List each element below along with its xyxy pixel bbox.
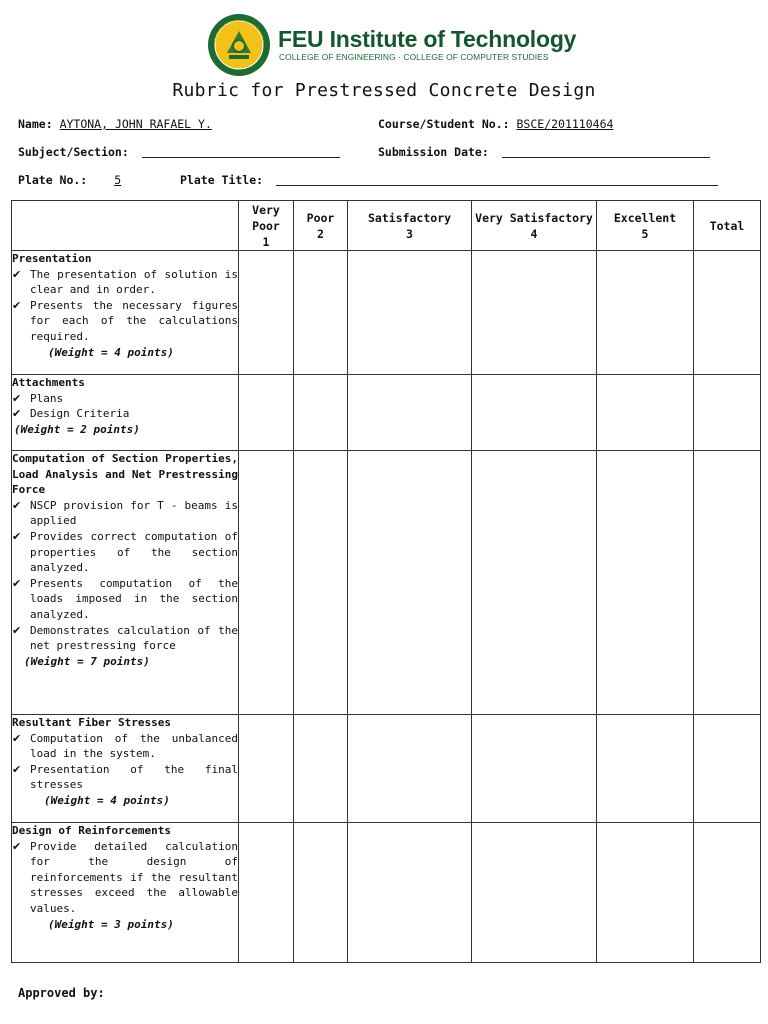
criterion-weight: (Weight = 4 points) <box>44 793 170 807</box>
criterion-row-presentation <box>12 251 761 375</box>
course-field <box>378 117 639 131</box>
score-cell <box>597 251 694 375</box>
subject-label: Subject/Section: <box>18 145 129 159</box>
criterion-row-attachments <box>12 375 761 451</box>
plate-no-label: Plate No.: <box>18 173 88 187</box>
checkmark-icon: ✔ <box>12 731 22 745</box>
header-poor: Poor 2 <box>294 201 348 251</box>
criteria-header-cell <box>12 201 239 251</box>
criterion-weight: (Weight = 4 points) <box>48 345 174 359</box>
score-cell <box>348 451 472 715</box>
criterion-row-computation <box>12 451 761 715</box>
rubric-table <box>11 200 761 963</box>
criterion-item: ✔ Demonstrates calculation of the net prestressing force <box>12 623 238 653</box>
criterion-cell: Resultant Fiber Stresses ✔ Computation of the unbalanced load in the system. ✔ Presentation of the final stresses (Weight = 4 points) <box>12 715 239 823</box>
checkmark-icon: ✔ <box>12 839 22 853</box>
checkmark-icon: ✔ <box>12 623 22 637</box>
course-value: BSCE/201110464 <box>516 117 614 131</box>
header-very-poor: Very Poor 1 <box>239 201 294 251</box>
score-cell <box>239 715 294 823</box>
checkmark-icon: ✔ <box>12 498 22 512</box>
criterion-cell: Design of Reinforcements ✔ Provide detailed calculation for the design of reinforcements if the resultant stresses exceed the allowable values. (Weight = 3 points) <box>12 823 239 963</box>
score-cell <box>472 451 597 715</box>
header-very-satisfactory: Very Satisfactory 4 <box>472 201 597 251</box>
criterion-item: ✔ Presents the necessary figures for each of the calculations required. <box>12 298 238 343</box>
document-title: Rubric for Prestressed Concrete Design <box>172 80 596 101</box>
criterion-cell: Attachments ✔ Plans ✔ Design Criteria (Weight = 2 points) <box>12 375 239 451</box>
name-label: Name: <box>18 117 53 131</box>
checkmark-icon: ✔ <box>12 529 22 543</box>
criterion-item: ✔ Design Criteria <box>12 407 130 421</box>
checkmark-icon: ✔ <box>12 391 22 405</box>
checkmark-icon: ✔ <box>12 762 22 776</box>
total-cell <box>694 251 761 375</box>
criterion-item: ✔ Provide detailed calculation for the design of reinforcements if the resultant stresses exceed the allowable values. <box>12 839 238 915</box>
plate-no-value: 5 <box>114 173 122 187</box>
checkmark-icon: ✔ <box>12 298 22 312</box>
header-excellent: Excellent 5 <box>597 201 694 251</box>
score-cell <box>597 451 694 715</box>
criterion-cell: Computation of Section Properties, Load Analysis and Net Prestressing Force ✔ NSCP provision for T - beams is applied ✔ Provides correct computation of properties of the section analyzed. ✔ Presents computation of the loads imposed in the section analyzed. ✔ Demonstrates calculation of the net prestressing force (Weight = 7 points) <box>12 451 239 715</box>
plate-no-field <box>18 173 137 187</box>
total-cell <box>694 715 761 823</box>
score-cell <box>597 715 694 823</box>
score-cell <box>597 823 694 963</box>
criterion-weight: (Weight = 7 points) <box>24 654 150 668</box>
criterion-item: ✔ Provides correct computation of properties of the section analyzed. <box>12 529 238 575</box>
institution-name: FEU Institute of Technology <box>278 26 577 52</box>
checkmark-icon: ✔ <box>12 407 22 421</box>
criterion-weight: (Weight = 3 points) <box>48 917 174 931</box>
name-value: AYTONA, JOHN RAFAEL Y. <box>59 117 212 131</box>
score-cell <box>294 251 348 375</box>
header-satisfactory: Satisfactory 3 <box>348 201 472 251</box>
score-cell <box>294 715 348 823</box>
approved-by-label: Approved by: <box>18 986 105 1000</box>
score-cell <box>472 715 597 823</box>
plate-title-label: Plate Title: <box>180 173 264 187</box>
criterion-row-reinforcements <box>12 823 761 963</box>
score-cell <box>294 451 348 715</box>
score-cell <box>597 375 694 451</box>
colleges-line: COLLEGE OF ENGINEERING · COLLEGE OF COMPUTER STUDIES <box>279 52 549 62</box>
letterhead <box>0 12 768 78</box>
header-total: Total <box>694 201 761 251</box>
feu-tech-seal-logo <box>207 13 271 77</box>
total-cell <box>694 375 761 451</box>
criterion-item: ✔ Presentation of the final stresses <box>12 762 238 792</box>
score-cell <box>348 375 472 451</box>
subject-blank <box>142 145 340 158</box>
criterion-item: ✔ Computation of the unbalanced load in the system. <box>12 731 238 761</box>
score-cell <box>472 251 597 375</box>
score-cell <box>239 375 294 451</box>
score-cell <box>239 451 294 715</box>
svg-text:FAR EASTERN UNIVERSITY: FAR EASTERN UNIVERSITY <box>213 18 265 42</box>
criterion-item: ✔ The presentation of solution is clear and in order. <box>12 267 238 297</box>
score-cell <box>472 823 597 963</box>
criterion-item: ✔ Plans <box>12 391 64 405</box>
course-label: Course/Student No.: <box>378 117 510 131</box>
criterion-item: ✔ NSCP provision for T - beams is applied <box>12 498 238 528</box>
total-cell <box>694 823 761 963</box>
subject-field <box>18 145 340 159</box>
plate-title-blank <box>276 173 718 186</box>
submission-field <box>378 145 710 159</box>
plate-title-field <box>180 173 718 187</box>
total-cell <box>694 451 761 715</box>
checkmark-icon: ✔ <box>12 576 22 590</box>
name-field <box>18 117 212 131</box>
submission-blank <box>502 145 710 158</box>
header-row <box>12 201 761 251</box>
score-cell <box>239 823 294 963</box>
criterion-weight: (Weight = 2 points) <box>14 422 140 436</box>
submission-label: Submission Date: <box>378 145 489 159</box>
score-cell <box>472 375 597 451</box>
criterion-row-fiber-stresses <box>12 715 761 823</box>
score-cell <box>348 823 472 963</box>
checkmark-icon: ✔ <box>12 267 22 281</box>
criterion-item: ✔ Presents computation of the loads imposed in the section analyzed. <box>12 576 238 621</box>
score-cell <box>239 251 294 375</box>
score-cell <box>348 251 472 375</box>
score-cell <box>294 375 348 451</box>
score-cell <box>294 823 348 963</box>
criterion-cell: Presentation ✔ The presentation of solution is clear and in order. ✔ Presents the necessary figures for each of the calculations required. (Weight = 4 points) <box>12 251 239 375</box>
score-cell <box>348 715 472 823</box>
